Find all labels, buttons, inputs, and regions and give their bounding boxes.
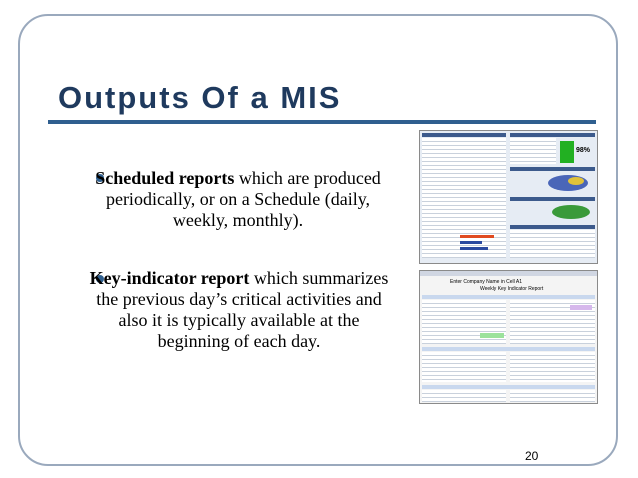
section-header xyxy=(422,295,595,299)
table-rows xyxy=(510,352,595,382)
pie-chart xyxy=(552,205,590,219)
report-heading: Enter Company Name in Cell A1 xyxy=(450,279,522,285)
table-rows xyxy=(422,352,506,382)
bullet-key-indicator-report xyxy=(84,268,394,352)
page-number: 20 xyxy=(525,449,539,463)
table-rows xyxy=(510,138,556,164)
bullet-text: which summarizes the previous day’s critical activities and also it is typically available at the beginning of each day. xyxy=(96,268,389,351)
panel-header xyxy=(510,225,595,229)
highlight-cell xyxy=(570,305,592,310)
bullet-bold: Key-indicator report xyxy=(89,268,250,288)
report-screenshot xyxy=(419,270,598,404)
table-rows xyxy=(422,390,506,402)
chart-bar xyxy=(460,241,482,244)
panel-header xyxy=(510,167,595,171)
toolbar xyxy=(420,271,597,276)
table-rows xyxy=(510,230,595,258)
bullet-bold: Scheduled reports xyxy=(95,168,235,188)
title-underline xyxy=(48,120,596,124)
pie-slice xyxy=(568,177,584,185)
gauge-value: 98% xyxy=(576,147,591,154)
section-header xyxy=(422,347,595,351)
panel-header xyxy=(510,197,595,201)
chart-bar xyxy=(460,247,488,250)
bullet-text: which are produced periodically, or on a Schedule (daily, weekly, monthly). xyxy=(105,168,381,230)
gauge-fill xyxy=(560,141,574,163)
table-rows xyxy=(422,138,506,258)
slide-title: Outputs Of a MIS xyxy=(58,80,342,115)
highlight-cell xyxy=(480,333,504,338)
bullet-scheduled-reports xyxy=(88,168,388,231)
section-header xyxy=(422,385,595,389)
dashboard-screenshot xyxy=(419,130,598,264)
panel-header xyxy=(422,133,506,137)
panel-header xyxy=(510,133,595,137)
report-subheading: Weekly Key Indicator Report xyxy=(480,286,544,292)
table-rows xyxy=(510,390,595,402)
chart-bar xyxy=(460,235,494,238)
